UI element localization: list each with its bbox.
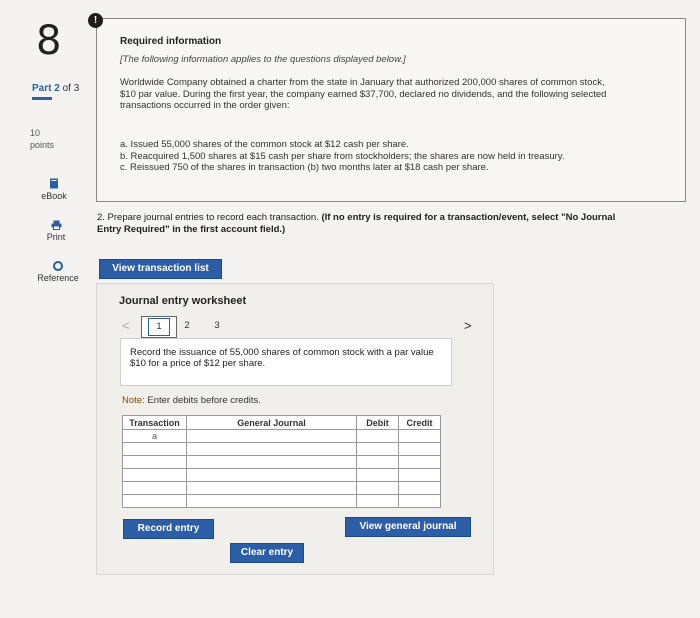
journal-table: [122, 415, 441, 508]
table-row: [123, 469, 441, 482]
reference-button[interactable]: [28, 261, 88, 283]
printer-icon: [51, 220, 62, 230]
table-row: [123, 443, 441, 456]
debit-field[interactable]: [357, 482, 399, 495]
print-button[interactable]: [26, 220, 86, 242]
transaction-item-a: a. Issued 55,000 shares of the common stock at $12 cash per share.: [120, 139, 409, 150]
table-row: [123, 495, 441, 508]
view-general-journal-button[interactable]: View general journal: [345, 517, 471, 537]
transaction-item-c: c. Reissued 750 of the shares in transaction (b) two months later at $18 cash per share.: [120, 162, 489, 173]
note-text: Enter debits before credits.: [147, 395, 261, 406]
transaction-item-b: b. Reacquired 1,500 shares at $15 cash per share from stockholders; the shares are now held in treasury.: [120, 150, 565, 162]
clear-entry-button[interactable]: Clear entry: [230, 543, 304, 563]
question-number: 8: [36, 18, 62, 64]
account-field[interactable]: [187, 495, 357, 508]
transaction-cell: [123, 443, 187, 456]
transaction-list: [120, 139, 630, 174]
transaction-cell: [123, 495, 187, 508]
col-credit: Credit: [399, 416, 441, 430]
part-label: Part 2: [32, 83, 60, 94]
col-debit: Debit: [357, 416, 399, 430]
debit-field[interactable]: [357, 469, 399, 482]
next-page-icon[interactable]: >: [464, 318, 472, 333]
credit-field[interactable]: [399, 495, 441, 508]
transaction-cell: a: [123, 430, 187, 443]
account-field[interactable]: [187, 430, 357, 443]
prompt-instruction: (If no entry is required for a transaction/event, select "No Journal Entry Required" in the first account field.): [97, 212, 616, 235]
col-transaction: Transaction: [123, 416, 187, 430]
info-subtitle: [The following information applies to the questions displayed below.]: [120, 54, 406, 65]
transaction-cell: [123, 482, 187, 495]
debit-field[interactable]: [357, 430, 399, 443]
col-general-journal: General Journal: [187, 416, 357, 430]
record-entry-button[interactable]: Record entry: [123, 519, 214, 539]
account-field[interactable]: [187, 469, 357, 482]
table-row: [123, 430, 441, 443]
debit-field[interactable]: [357, 443, 399, 456]
entry-description: Record the issuance of 55,000 shares of common stock with a par value $10 for a price of $12 per share.: [130, 347, 434, 369]
reference-icon: [53, 261, 63, 271]
ebook-label: eBook: [41, 191, 67, 201]
transaction-cell: [123, 469, 187, 482]
page-tab-1-label: 1: [148, 318, 170, 336]
account-field[interactable]: [187, 456, 357, 469]
table-row: [123, 482, 441, 495]
points-label: points: [30, 140, 55, 150]
debit-field[interactable]: [357, 456, 399, 469]
credit-field[interactable]: [399, 430, 441, 443]
credit-field[interactable]: [399, 443, 441, 456]
page-tab-3[interactable]: 3: [214, 320, 220, 331]
question-prompt: [97, 212, 637, 236]
prompt-text: 2. Prepare journal entries to record each transaction.: [97, 212, 319, 223]
points: [30, 127, 54, 151]
worksheet-title: Journal entry worksheet: [119, 295, 247, 307]
credit-field[interactable]: [399, 456, 441, 469]
part-of: of 3: [62, 83, 80, 94]
table-row: [123, 456, 441, 469]
alert-icon: !: [88, 13, 103, 28]
ebook-button[interactable]: [24, 178, 84, 201]
info-paragraph: Worldwide Company obtained a charter from the state in January that authorized 200,000 shares of common stock, $10 par value. During the first year, the company earned $37,700, declared no dividends, and the following selected transactions occurred in the order given:: [120, 77, 607, 111]
info-title: Required information: [120, 36, 222, 47]
page-tab-1[interactable]: [141, 316, 177, 338]
credit-field[interactable]: [399, 482, 441, 495]
account-field[interactable]: [187, 482, 357, 495]
previous-page-icon[interactable]: <: [122, 318, 130, 333]
account-field[interactable]: [187, 443, 357, 456]
print-label: Print: [46, 232, 66, 242]
book-icon: [49, 178, 59, 189]
view-transaction-list-button[interactable]: View transaction list: [99, 259, 222, 279]
points-value: 10: [30, 128, 41, 138]
page-tab-2[interactable]: 2: [184, 320, 190, 331]
transaction-cell: [123, 456, 187, 469]
note-label: Note:: [122, 395, 145, 406]
part-indicator: [32, 83, 79, 94]
reference-label: Reference: [37, 273, 79, 283]
part-progress-bar: [32, 97, 52, 100]
debit-field[interactable]: [357, 495, 399, 508]
credit-field[interactable]: [399, 469, 441, 482]
note: [122, 395, 261, 406]
